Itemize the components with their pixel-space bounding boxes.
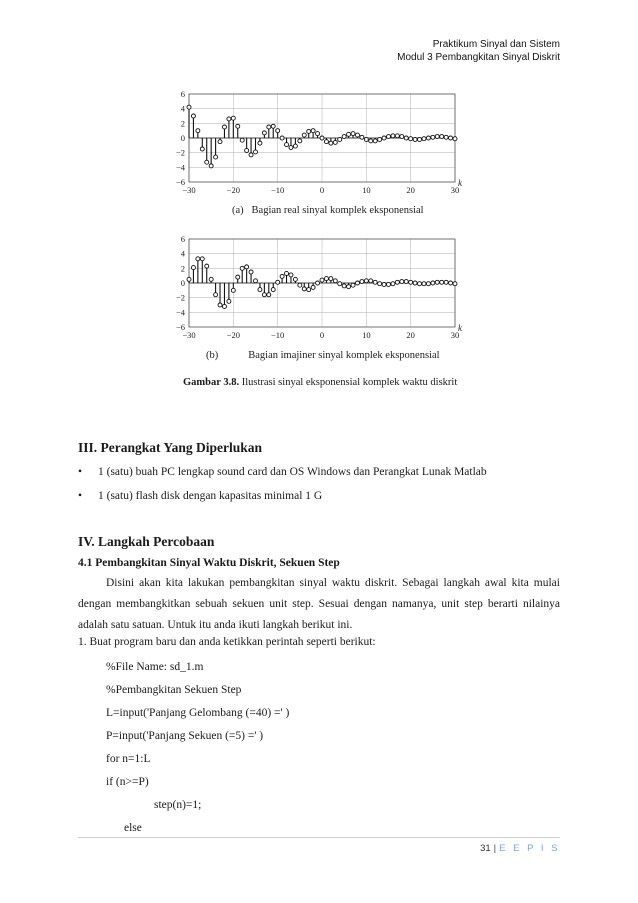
plot-b-x-tick-label: −30 [182,330,196,340]
plot-a-stem-marker [214,155,218,159]
plot-a-stem-marker [413,137,417,141]
plot-b-stem-marker [240,266,244,270]
plot-b-y-tick-label: 6 [180,234,185,244]
plot-b-x-tick-label: −10 [271,330,285,340]
plot-b-stem-marker [391,282,395,286]
plot-b-stem-marker [395,280,399,284]
plot-b-stem-marker [347,285,351,289]
plot-a-stem-marker [258,141,262,145]
plot-a-y-tick-label: 6 [180,89,185,99]
plot-b-stem-marker [205,264,209,268]
plot-a-stem-marker [355,133,359,137]
plot-b-stem-marker [422,282,426,286]
plot-a-stem-marker [329,141,333,145]
plot-b-x-tick-label: 20 [406,330,415,340]
plot-a-stem-marker [267,125,271,129]
plot-b-stem-marker [364,279,368,283]
plot-a-stem-marker [342,135,346,139]
plot-a-stem-marker [426,136,430,140]
plot-a-stem-marker [324,140,328,144]
plot-a-stem-marker [338,137,342,141]
plot-a-stem-marker [285,143,289,147]
plot-a-stem-marker [404,136,408,140]
plot-b-stem-marker [453,282,457,286]
code-line: else [124,822,142,834]
plot-b-stem-marker [426,282,430,286]
plot-a-axis-variable: k [458,178,462,188]
plot-b-caption-text: Bagian imajiner sinyal komplek eksponensial [248,350,440,361]
plot-b-stem-marker [400,280,404,284]
step-1-instruction: 1. Buat program baru dan anda ketikkan perintah seperti berikut: [78,636,376,648]
plot-b-stem-marker [280,274,284,278]
plot-a-stem-marker [245,148,249,152]
running-header [397,38,560,64]
plot-b-stem-marker [435,280,439,284]
plot-b-stem-marker [440,280,444,284]
plot-a-stem-marker [444,135,448,139]
footer-separator: | [493,843,497,854]
plot-b-stem-marker [342,284,346,288]
plot-b-stem-marker [418,282,422,286]
plot-a-stem-marker [369,139,373,143]
header-module-title: Modul 3 Pembangkitan Sinyal Diskrit [397,52,560,63]
plot-a-stem-marker [293,144,297,148]
plot-a-x-tick-label: −10 [271,185,285,195]
figure-caption-number: Gambar 3.8. [183,377,240,388]
section-3-title: III. Perangkat Yang Diperlukan [78,440,263,455]
plot-b-stem-marker [298,283,302,287]
plot-a-stem-marker [453,137,457,141]
plot-b-stem-marker [262,293,266,297]
figure-caption [183,377,457,388]
plot-b-caption-label: (b) [206,350,219,361]
plot-b-stem-marker [387,282,391,286]
plot-a-stem-marker [333,140,337,144]
figure-caption-text: Ilustrasi sinyal eksponensial komplek waktu diskrit [239,377,458,388]
plot-a-caption-label: (a) [232,205,244,216]
plot-b-y-tick-label: −4 [175,307,185,318]
intro-paragraph: Disini akan kita lakukan pembangkitan sinyal waktu diskrit. Sebagai langkah awal kita mulai dengan membangkitkan sebuah sekuen unit step. Sesuai dengan namanya, unit step berarti nilainya adalah satu satuan. Untuk itu anda ikuti langkah berikut ini. [78,577,560,631]
plot-a-stem-marker [209,164,213,168]
plot-a-stem-marker [276,129,280,133]
plot-a-stem-marker [382,136,386,140]
plot-a-stem-marker [387,135,391,139]
plot-a-stem-marker [280,136,284,140]
bullet-text: 1 (satu) flash disk dengan kapasitas minimal 1 G [98,490,323,502]
header-course-title: Praktikum Sinyal dan Sistem [432,39,560,50]
plot-b-stem-marker [355,281,359,285]
plot-a-stem-marker [231,116,235,120]
plot-a-x-tick-label: 20 [406,185,415,195]
plot-a-stem-marker [271,124,275,128]
plot-b-stem-marker [413,281,417,285]
plot-a-stem-marker [347,132,351,136]
stem-plot-imaginary-part [165,233,485,348]
page-number: 31 [480,843,491,854]
bullet-text: 1 (satu) buah PC lengkap sound card dan OS Windows dan Perangkat Lunak Matlab [98,466,487,478]
code-line: step(n)=1; [154,799,202,811]
code-line: P=input('Panjang Sekuen (=5) =' ) [106,730,264,742]
plot-a-x-tick-label: 30 [450,185,460,195]
plot-a-stem-marker [227,117,231,121]
plot-a-stem-marker [236,124,240,128]
plot-b-x-tick-label: 10 [362,330,371,340]
plot-a-stem-marker [191,114,195,118]
plot-b-stem-marker [258,288,262,292]
plot-a-y-tick-label: −4 [175,162,185,173]
plot-a-stem-marker [364,137,368,141]
plot-b-y-tick-label: −6 [175,322,185,332]
plot-a-stem-marker [418,137,422,141]
plot-b-stem-marker [409,280,413,284]
plot-a-stem-marker [378,137,382,141]
page-footer [480,843,560,854]
plot-b-stem-marker [249,270,253,274]
plot-a-stem-marker [262,131,266,135]
plot-b-stem-marker [276,280,280,284]
plot-b-stem-marker [333,279,337,283]
code-line: if (n>=P) [106,776,149,788]
plot-a-stem-marker [200,147,204,151]
bullet-icon: • [78,466,83,478]
plot-a-stem-marker [316,132,320,136]
footer-org: E E P I S [499,843,560,854]
subsection-4-1-title: 4.1 Pembangkitan Sinyal Waktu Diskrit, Sekuen Step [78,557,340,569]
plot-a-stem-marker [449,136,453,140]
bullet-icon: • [78,490,83,502]
plot-a-y-tick-label: 2 [180,118,185,129]
plot-a-stem-marker [222,125,226,129]
plot-a-x-tick-label: 10 [362,185,371,195]
plot-b-stem-marker [338,282,342,286]
plot-b-stem-marker [218,303,222,307]
plot-a-y-tick-label: −6 [175,177,185,187]
plot-a-stem-marker [311,129,315,133]
plot-b-stem-marker [191,266,195,270]
plot-a-stem-marker [431,135,435,139]
plot-a-stem-marker [409,137,413,141]
plot-b-x-tick-label: −20 [226,330,240,340]
plot-b-stem-marker [316,281,320,285]
plot-a-stem-marker [351,132,355,136]
plot-b-stem-marker [236,275,240,279]
plot-a-stem-marker [395,134,399,138]
plot-a-stem-marker [435,135,439,139]
plot-b-stem-marker [373,280,377,284]
code-line: for n=1:L [106,753,151,765]
plot-a-stem-marker [440,135,444,139]
plot-b-stem-marker [302,287,306,291]
plot-a-x-tick-label: −30 [182,185,196,195]
code-line: %File Name: sd_1.m [106,661,204,673]
plot-b-y-tick-label: 2 [180,263,185,274]
plot-a-x-tick-label: −20 [226,185,240,195]
plot-b-stem-marker [404,280,408,284]
plot-a-stem-marker [360,135,364,139]
plot-b-stem-marker [293,277,297,281]
plot-b-stem-marker [200,257,204,261]
plot-b-stem-marker [285,271,289,275]
plot-a-stem-marker [298,139,302,143]
plot-b-y-tick-label: 4 [180,248,185,259]
plot-b-stem-marker [324,277,328,281]
plot-a-stem-marker [249,153,253,157]
plot-b-stem-marker [449,281,453,285]
plot-b-stem-marker [320,278,324,282]
plot-b-stem-marker [267,293,271,297]
plot-b-stem-marker [196,257,200,261]
plot-a-stem-marker [373,139,377,143]
plot-b-stem-marker [360,280,364,284]
plot-a-stem-marker [187,105,191,109]
plot-b-stem-marker [431,281,435,285]
plot-b-x-tick-label: 30 [450,330,460,340]
plot-a-stem-marker [196,129,200,133]
plot-b-stem-marker [209,277,213,281]
plot-a-stem-marker [307,129,311,133]
plot-b-stem-marker [245,265,249,269]
plot-a-stem-marker [400,135,404,139]
plot-b-stem-marker [231,288,235,292]
bullet-item [78,490,322,502]
plot-a-caption [232,205,424,216]
plot-b-axis-variable: k [458,323,462,333]
plot-b-stem-marker [214,293,218,297]
plot-b-stem-marker [289,273,293,277]
plot-a-caption-text: Bagian real sinyal komplek eksponensial [251,205,424,216]
plot-a-stem-marker [320,136,324,140]
plot-b-stem-marker [329,277,333,281]
plot-a-y-tick-label: 4 [180,103,185,114]
bullet-item [78,466,487,478]
plot-b-stem-marker [351,283,355,287]
plot-b-stem-marker [307,288,311,292]
plot-a-stem-marker [205,160,209,164]
plot-b-stem-marker [369,279,373,283]
plot-b-stem-marker [222,304,226,308]
plot-b-stem-marker [311,285,315,289]
plot-a-stem-marker [240,138,244,142]
plot-a-x-tick-label: 0 [319,185,325,195]
code-line: %Pembangkitan Sekuen Step [106,684,242,696]
plot-b-stem-marker [382,282,386,286]
plot-a-y-tick-label: −2 [175,147,185,158]
plot-a-stem-marker [302,133,306,137]
plot-a-y-tick-label: 0 [180,133,185,143]
section-4-title: IV. Langkah Percobaan [78,534,215,549]
stem-plot-real-part [165,88,485,203]
plot-b-stem-marker [187,277,191,281]
code-line: L=input('Panjang Gelombang (=40) =' ) [106,707,290,719]
footer-divider [78,837,560,838]
plot-a-stem-marker [391,134,395,138]
plot-b-stem-marker [254,279,258,283]
plot-b-stem-marker [227,299,231,303]
plot-a-stem-marker [289,146,293,150]
plot-b-y-tick-label: 0 [180,278,185,288]
plot-b-stem-marker [271,288,275,292]
plot-b-stem-marker [378,282,382,286]
plot-a-stem-marker [254,150,258,154]
plot-a-stem-marker [218,140,222,144]
plot-a-stem-marker [422,137,426,141]
plot-b-x-tick-label: 0 [319,330,325,340]
plot-b-caption [206,350,440,361]
plot-b-stem-marker [444,280,448,284]
plot-b-y-tick-label: −2 [175,292,185,303]
